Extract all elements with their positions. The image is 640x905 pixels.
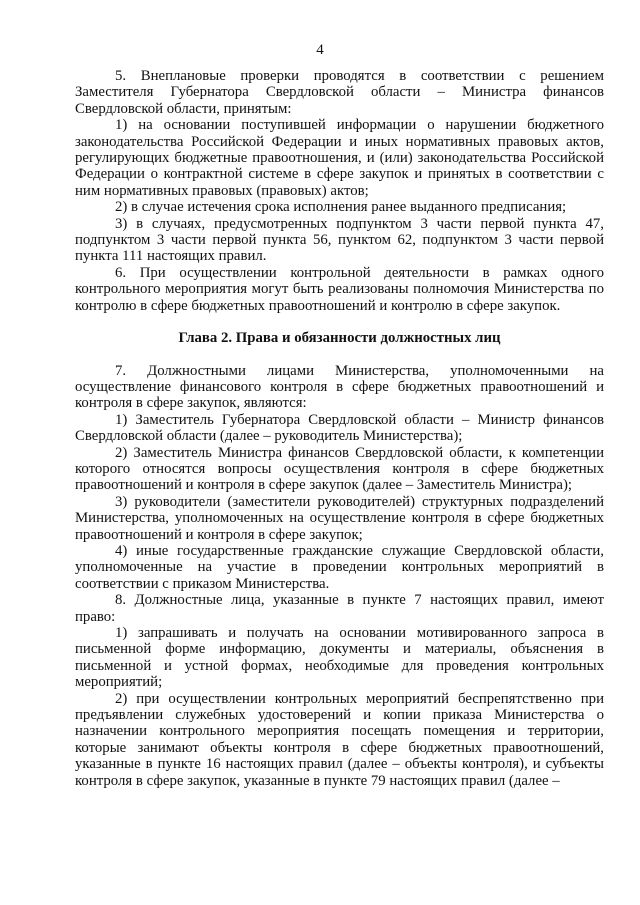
paragraph: 2) при осуществлении контрольных мероприятий беспрепятственно при предъявлении служебных удостоверений и копии приказа Министерства о назначении контрольного мероприятия посещать помещения и территории, которые занимают объекты контроля в сфере бюджетных правоотношений, указанные в пункте 16 настоящих правил (далее – объекты контроля), и субъекты контроля в сфере закупок, указанные в пункте 79 настоящих правил (далее – [75,690,604,789]
paragraph: 4) иные государственные гражданские служащие Свердловской области, уполномоченные на участие в проведении контрольных мероприятий в соответствии с приказом Министерства. [75,542,604,592]
paragraph: 3) руководители (заместители руководителей) структурных подразделений Министерства, уполномоченных на осуществление контроля в сфере бюджетных правоотношений и контроля в сфере закупок; [75,493,604,543]
paragraph: 1) на основании поступившей информации о нарушении бюджетного законодательства Российской Федерации и иных нормативных правовых актов, регулирующих бюджетные правоотношения, и (или) законодательства Российской Федерации о контрактной системе в сфере закупок и принятых в соответствии с ним нормативных правовых (правовых) актов; [75,117,604,199]
paragraph: 2) Заместитель Министра финансов Свердловской области, к компетенции которого относятся вопросы осуществления контроля в сфере бюджетных правоотношений и контроля в сфере закупок (далее – Заместитель Министра); [75,444,604,494]
paragraph: 8. Должностные лица, указанные в пункте 7 настоящих правил, имеют право: [75,592,604,625]
paragraph: 5. Внеплановые проверки проводятся в соответствии с решением Заместителя Губернатора Свердловской области – Министра финансов Свердловской области, принятым: [75,68,604,117]
paragraph: 1) запрашивать и получать на основании мотивированного запроса в письменной форме информацию, документы и материалы, объяснения в письменной и устной формах, необходимые для проведения контрольных мероприятий; [75,625,604,691]
paragraph: 2) в случае истечения срока исполнения ранее выданного предписания; [115,199,567,216]
document-body [75,68,604,789]
paragraph: 7. Должностными лицами Министерства, уполномоченными на осуществление финансового контроля в сфере бюджетных правоотношений и контроля в сфере закупок, являются: [75,362,604,412]
paragraph: 3) в случаях, предусмотренных подпунктом 3 части первой пункта 47, подпунктом 3 части первой пункта 56, пунктом 62, подпунктом 3 части первой пункта 111 настоящих правил. [75,215,604,265]
paragraph: 1) Заместитель Губернатора Свердловской области – Министр финансов Свердловской области (далее – руководитель Министерства); [75,411,604,445]
chapter-heading: Глава 2. Права и обязанности должностных лиц [178,330,501,347]
paragraph: 6. При осуществлении контрольной деятельности в рамках одного контрольного мероприятия могут быть реализованы полномочия Министерства по контролю в сфере бюджетных правоотношений и контролю в сфере закупок. [75,264,604,314]
page-number: 4 [316,42,324,58]
